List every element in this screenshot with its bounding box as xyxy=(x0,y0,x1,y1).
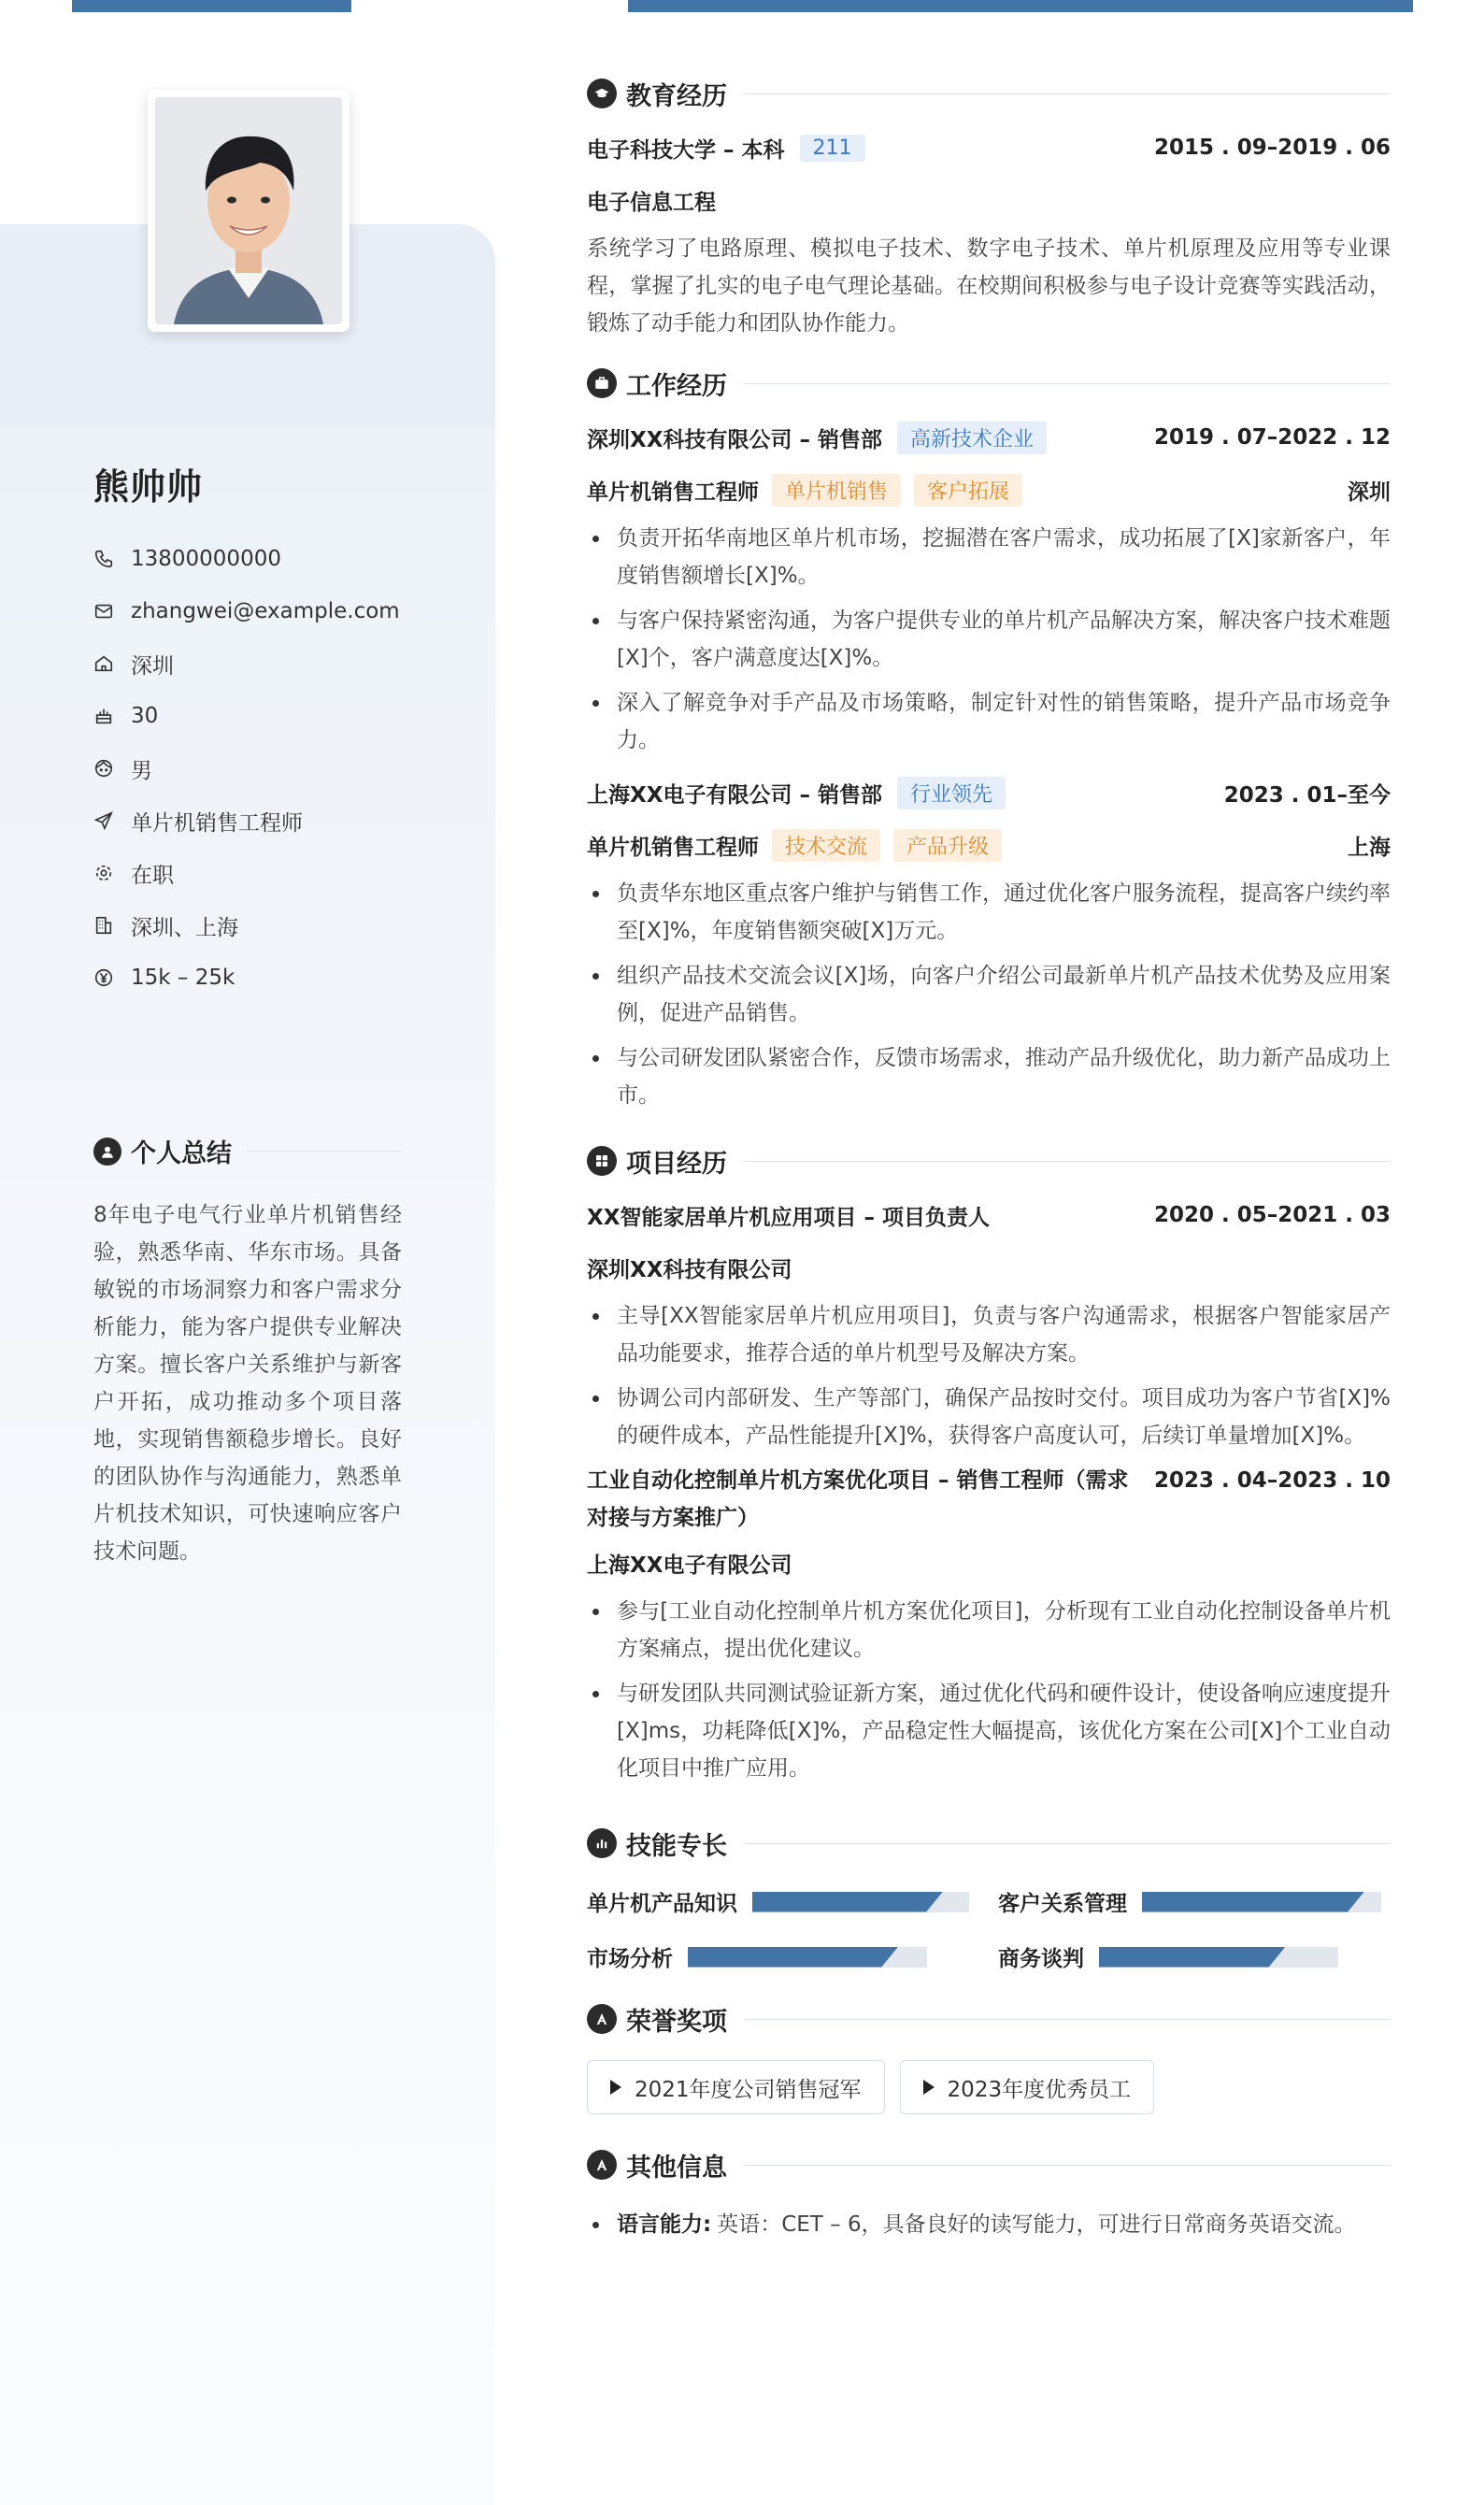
job-entry xyxy=(587,766,1391,1114)
contact-salary xyxy=(93,952,467,1004)
skill-item xyxy=(998,1941,1391,1972)
avatar xyxy=(148,90,350,332)
education-major-row xyxy=(587,174,1391,226)
award-item xyxy=(900,2060,1155,2114)
yen-icon xyxy=(93,967,114,988)
award-label: 2021年度公司销售冠军 xyxy=(635,2077,862,2102)
job-city: 深圳 xyxy=(1348,480,1391,505)
job-tag: 技术交流 xyxy=(772,829,880,862)
status-icon xyxy=(93,863,114,883)
contact-gender xyxy=(93,742,467,794)
job-header xyxy=(587,411,1391,464)
job-tag: 客户拓展 xyxy=(914,474,1022,507)
summary-section-title xyxy=(93,1133,402,1169)
top-accent-bar-right xyxy=(628,0,1413,12)
education-date: 2015 . 09–2019 . 06 xyxy=(1153,136,1391,160)
profile-name: 熊帅帅 xyxy=(93,466,204,508)
cake-icon xyxy=(93,706,114,726)
contact-position xyxy=(93,794,467,847)
job-city: 上海 xyxy=(1348,835,1391,860)
divider xyxy=(744,2165,1391,2166)
job-role-row xyxy=(587,464,1391,516)
list-item: 与客户保持紧密沟通，为客户提供专业的单片机产品解决方案，解决客户技术难题[X]个，客户满意度达[X]%。 xyxy=(587,602,1391,677)
building-icon xyxy=(93,915,114,936)
skill-bar-fill xyxy=(1142,1892,1364,1912)
gender-icon xyxy=(93,758,114,779)
divider xyxy=(744,383,1391,384)
list-item: 与研发团队共同测试验证新方案，通过优化代码和硬件设计，使设备响应速度提升[X]ms，功耗降低[X]%，产品稳定性大幅提高，该优化方案在公司[X]个工业自动化项目中推广应用。 xyxy=(587,1675,1391,1787)
contact-location xyxy=(93,637,467,690)
summary-text: 8年电子电气行业单片机销售经验，熟悉华南、华东市场。具备敏锐的市场洞察力和客户需求分析能力，能为客户提供专业解决方案。擅长客户关系维护与新客户开拓，成功推动多个项目落地，实现销售额稳步增长。良好的团队协作与沟通能力，熟悉单片机技术知识，可快速响应客户技术问题。 xyxy=(93,1203,402,1564)
job-role: 单片机销售工程师 xyxy=(587,835,759,860)
school-name: 电子科技大学 – 本科 xyxy=(587,137,785,163)
contact-email-text: zhangwei@example.com xyxy=(131,599,400,623)
contact-cities-text: 深圳、上海 xyxy=(131,915,238,940)
project-bullets xyxy=(587,1297,1391,1454)
awards-title: 荣誉奖项 xyxy=(626,2007,727,2037)
education-title: 教育经历 xyxy=(626,81,727,111)
job-role-row xyxy=(587,819,1391,871)
job-header xyxy=(587,766,1391,819)
skills-grid xyxy=(587,1886,1391,1972)
summary-title: 个人总结 xyxy=(131,1139,232,1168)
job-company-tag: 行业领先 xyxy=(897,777,1006,809)
user-icon xyxy=(93,1138,121,1166)
skill-name: 客户关系管理 xyxy=(998,1892,1127,1916)
project-company: 深圳XX科技有限公司 xyxy=(587,1257,792,1282)
award-item xyxy=(587,2060,885,2114)
skill-item xyxy=(998,1886,1391,1917)
list-item: 深入了解竞争对手产品及市场策略，制定针对性的销售策略，提升产品市场竞争力。 xyxy=(587,684,1391,759)
divider xyxy=(744,93,1391,94)
projects-section-title xyxy=(587,1133,1391,1189)
contact-list xyxy=(93,533,467,1004)
job-tag: 产品升级 xyxy=(893,829,1002,862)
skill-bar xyxy=(688,1947,927,1968)
education-major: 电子信息工程 xyxy=(587,190,716,215)
skill-bar xyxy=(1142,1892,1381,1912)
graduation-cap-icon xyxy=(587,79,617,108)
list-item: 负责开拓华南地区单片机市场，挖掘潜在客户需求，成功拓展了[X]家新客户，年度销售额增长[X]%。 xyxy=(587,520,1391,594)
other-key: 语言能力: xyxy=(617,2212,712,2237)
contact-age-text: 30 xyxy=(131,704,159,728)
projects-title: 项目经历 xyxy=(626,1149,727,1179)
contact-phone-text: 13800000000 xyxy=(131,547,281,571)
divider xyxy=(247,1151,402,1152)
other-list xyxy=(587,2206,1391,2243)
project-name: XX智能家居单片机应用项目 – 项目负责人 xyxy=(587,1205,990,1230)
job-entry xyxy=(587,411,1391,759)
project-name: 工业自动化控制单片机方案优化项目 – 销售工程师（需求对接与方案推广） xyxy=(587,1468,1129,1530)
contact-phone xyxy=(93,533,467,585)
contact-email xyxy=(93,585,467,637)
job-role: 单片机销售工程师 xyxy=(587,480,759,505)
job-company: 上海XX电子有限公司 – 销售部 xyxy=(587,782,882,808)
grid-icon xyxy=(587,1146,617,1176)
job-company: 深圳XX科技有限公司 – 销售部 xyxy=(587,427,882,452)
skills-section-title xyxy=(587,1815,1391,1871)
contact-salary-text: 15k – 25k xyxy=(131,966,235,990)
project-header xyxy=(587,1189,1391,1241)
home-icon xyxy=(93,653,114,674)
contact-gender-text: 男 xyxy=(131,758,152,783)
contact-status-text: 在职 xyxy=(131,863,174,888)
list-item xyxy=(587,2206,1391,2243)
work-section-title xyxy=(587,355,1391,411)
project-bullets xyxy=(587,1593,1391,1787)
skill-bar xyxy=(1099,1947,1338,1968)
job-company-tag: 高新技术企业 xyxy=(897,422,1047,454)
project-entry xyxy=(587,1189,1391,1454)
divider xyxy=(744,1843,1391,1844)
skill-name: 单片机产品知识 xyxy=(587,1892,737,1916)
education-section-title xyxy=(587,65,1391,122)
skill-bar-fill xyxy=(1099,1947,1286,1968)
other-section-title xyxy=(587,2137,1391,2193)
top-accent-bar-left xyxy=(72,0,351,12)
project-entry xyxy=(587,1462,1391,1787)
triangle-icon xyxy=(923,2080,935,2095)
job-bullets xyxy=(587,875,1391,1114)
list-item: 参与[工业自动化控制单片机方案优化项目]，分析现有工业自动化控制设备单片机方案痛点，提出优化建议。 xyxy=(587,1593,1391,1668)
profile-photo xyxy=(155,97,342,324)
phone-icon xyxy=(93,549,114,569)
skill-bar-fill xyxy=(752,1892,943,1912)
chart-icon xyxy=(587,1828,617,1858)
project-company-row xyxy=(587,1537,1391,1589)
list-item: 主导[XX智能家居单片机应用项目]，负责与客户沟通需求，根据客户智能家居产品功能要求，推荐合适的单片机型号及解决方案。 xyxy=(587,1297,1391,1372)
skill-name: 市场分析 xyxy=(587,1947,673,1971)
skills-title: 技能专长 xyxy=(626,1831,727,1861)
list-item: 负责华东地区重点客户维护与销售工作，通过优化客户服务流程，提高客户续约率至[X]%，年度销售额突破[X]万元。 xyxy=(587,875,1391,950)
other-title: 其他信息 xyxy=(626,2153,727,2183)
skill-name: 商务谈判 xyxy=(998,1947,1084,1971)
divider xyxy=(744,2019,1391,2020)
send-icon xyxy=(93,810,114,831)
list-item: 协调公司内部研发、生产等部门，确保产品按时交付。项目成功为客户节省[X]%的硬件成本，产品性能提升[X]%，获得客户高度认可，后续订单量增加[X]%。 xyxy=(587,1380,1391,1454)
project-date: 2020 . 05–2021 . 03 xyxy=(1153,1203,1391,1227)
skill-item xyxy=(587,1941,998,1972)
job-tag: 单片机销售 xyxy=(772,474,901,507)
briefcase-icon xyxy=(587,368,617,398)
contact-cities xyxy=(93,899,467,952)
job-date: 2023 . 01–至今 xyxy=(1223,782,1391,808)
awards-section-title xyxy=(587,1991,1391,2047)
other-value: 英语：CET – 6，具备良好的读写能力，可进行日常商务英语交流。 xyxy=(717,2212,1356,2237)
project-company-row xyxy=(587,1241,1391,1294)
main-content xyxy=(587,65,1391,2243)
skill-item xyxy=(587,1886,998,1917)
list-item: 与公司研发团队紧密合作，反馈市场需求，推动产品升级优化，助力新产品成功上市。 xyxy=(587,1039,1391,1114)
skill-bar-fill xyxy=(688,1947,898,1968)
mail-icon xyxy=(93,601,114,622)
awards-list xyxy=(587,2060,1391,2114)
school-tag: 211 xyxy=(800,135,865,162)
project-date: 2023 . 04–2023 . 10 xyxy=(1153,1468,1391,1493)
divider xyxy=(744,1161,1391,1162)
contact-position-text: 单片机销售工程师 xyxy=(131,810,303,836)
triangle-icon xyxy=(610,2080,621,2095)
contact-age xyxy=(93,690,467,742)
education-description: 系统学习了电路原理、模拟电子技术、数字电子技术、单片机原理及应用等专业课程，掌握了扎实的电子电气理论基础。在校期间积极参与电子设计竞赛等实践活动，锻炼了动手能力和团队协作能力。 xyxy=(587,236,1391,336)
project-header xyxy=(587,1462,1391,1537)
skill-bar xyxy=(752,1892,969,1912)
job-date: 2019 . 07–2022 . 12 xyxy=(1153,425,1391,450)
list-item: 组织产品技术交流会议[X]场，向客户介绍公司最新单片机产品技术优势及应用案例，促进产品销售。 xyxy=(587,957,1391,1032)
project-company: 上海XX电子有限公司 xyxy=(587,1553,792,1578)
award-label: 2023年度优秀员工 xyxy=(947,2077,1132,2102)
award-icon xyxy=(587,2004,617,2034)
work-title: 工作经历 xyxy=(626,371,727,401)
info-icon xyxy=(587,2150,617,2180)
contact-location-text: 深圳 xyxy=(131,653,174,679)
job-bullets xyxy=(587,520,1391,759)
contact-status xyxy=(93,847,467,899)
education-header xyxy=(587,122,1391,174)
